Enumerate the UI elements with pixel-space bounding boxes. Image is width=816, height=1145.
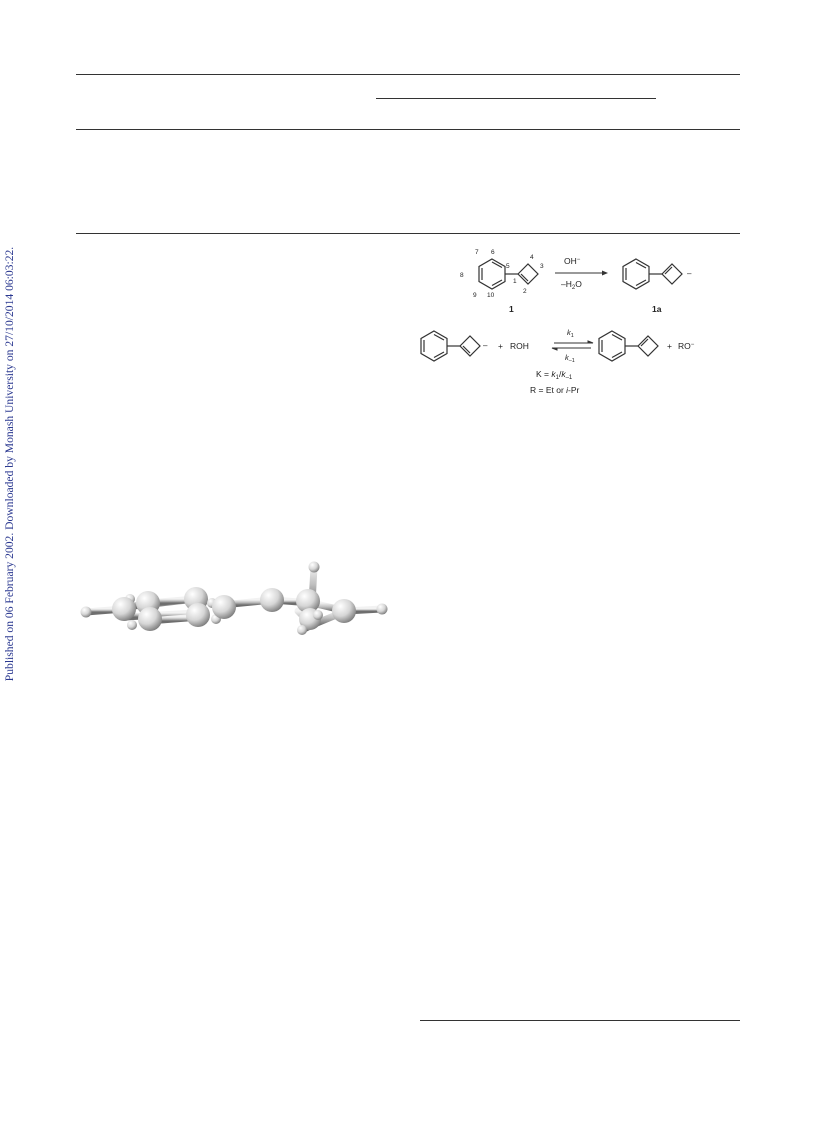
atom-label-1: 1 <box>513 278 517 285</box>
compound-label-1: 1 <box>509 304 514 314</box>
carbon-atom <box>332 599 356 623</box>
product-alkoxide: RO− <box>678 341 695 351</box>
carbon-atom <box>112 597 136 621</box>
atom-label-7: 7 <box>475 249 479 256</box>
compound-1a-structure <box>623 259 682 289</box>
hydrogen-atom <box>377 604 388 615</box>
anion-charge-1a: – <box>687 269 692 278</box>
atom-label-2: 2 <box>523 288 527 295</box>
atom-label-4: 4 <box>530 254 534 261</box>
carbon-atom <box>212 595 236 619</box>
atom-label-9: 9 <box>473 292 477 299</box>
atom-label-3: 3 <box>540 263 544 270</box>
equilibrium-arrows <box>552 341 593 350</box>
reagent-hydroxide: OH− <box>564 256 581 266</box>
carbon-atom <box>186 603 210 627</box>
top-rule <box>76 74 740 75</box>
rate-constant-forward: $k_1$ <box>567 328 574 339</box>
title-underline <box>376 98 656 99</box>
hydrogen-atom <box>297 625 307 635</box>
neutral-product-structure <box>599 331 658 361</box>
atom-label-10: 10 <box>487 292 495 299</box>
atom-label-8: 8 <box>460 272 464 279</box>
reactant-roh: ROH <box>510 341 529 351</box>
anion-reactant-structure <box>421 331 480 361</box>
r-group-definition: R = Et or i-Pr <box>530 385 580 395</box>
carbon-atom <box>138 607 162 631</box>
header-rule <box>76 129 740 130</box>
molecular-model-figure <box>76 555 396 640</box>
reaction-arrow-1 <box>555 271 608 276</box>
carbon-atom <box>260 588 284 612</box>
plus-sign-2: + <box>667 341 672 351</box>
hydrogen-atom <box>309 562 320 573</box>
atom-label-5: 5 <box>506 263 510 270</box>
byproduct-water: $-H_2O$ <box>561 279 582 291</box>
hydrogen-atom <box>313 610 323 620</box>
model-atoms <box>81 562 388 636</box>
reaction-scheme <box>412 240 722 405</box>
anion-charge-reactant: – <box>483 341 488 350</box>
publication-sidebar: Published on 06 February 2002. Downloaded by Monash University on 27/10/2014 06:03:22. <box>3 246 16 682</box>
plus-sign-1: + <box>498 341 503 351</box>
compound-label-1a: 1a <box>652 304 662 314</box>
hydrogen-atom <box>81 607 92 618</box>
section-rule <box>76 233 740 234</box>
atom-numbering <box>460 249 544 299</box>
atom-label-6: 6 <box>491 249 495 256</box>
footnote-rule <box>420 1020 740 1021</box>
equilibrium-constant: $K = k_1/k_{-1}$ <box>536 369 573 381</box>
rate-constant-reverse: $k_{-1}$ <box>565 353 575 364</box>
hydrogen-atom <box>127 620 137 630</box>
